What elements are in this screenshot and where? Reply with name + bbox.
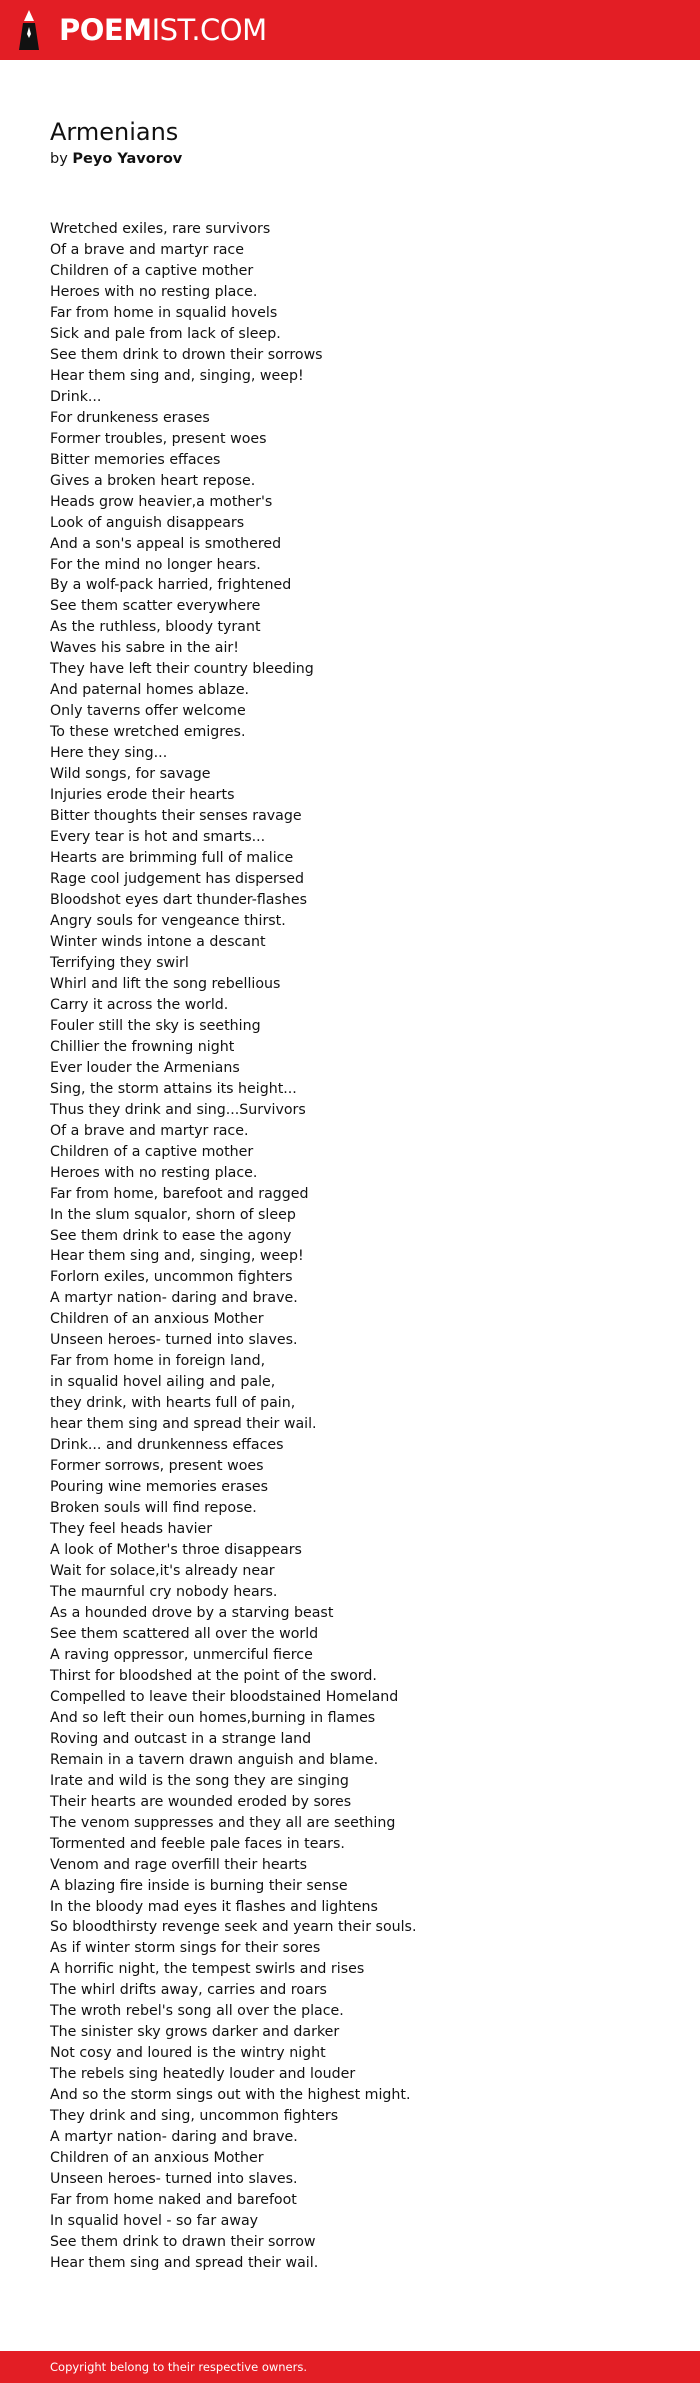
- poem-line: Winter winds intone a descant: [50, 933, 266, 950]
- poem-line: Former troubles, present woes: [50, 430, 267, 447]
- poem-line: Far from home naked and barefoot: [50, 2192, 297, 2209]
- poem-line: Of a brave and martyr race.: [50, 1122, 249, 1139]
- poem-line: Waves his sabre in the air!: [50, 640, 239, 657]
- poem-line: Hear them sing and, singing, weep!: [50, 1248, 304, 1265]
- pen-nib-icon: [18, 10, 40, 50]
- poem-line: Roving and outcast in a strange land: [50, 1730, 312, 1747]
- poem-line: Bitter memories effaces: [50, 451, 221, 468]
- poem-line: Every tear is hot and smarts...: [50, 829, 266, 846]
- poem-line: For drunkeness erases: [50, 409, 210, 426]
- poem-line: Drink... and drunkenness effaces: [50, 1437, 284, 1454]
- poem-line: And paternal homes ablaze.: [50, 682, 250, 699]
- poem-line: Former sorrows, present woes: [50, 1458, 264, 1475]
- poem-line: Thirst for bloodshed at the point of the sword.: [50, 1667, 377, 1684]
- copyright-text: Copyright belong to their respective owners.: [50, 2360, 308, 2374]
- brand-name-light: IST.COM: [151, 13, 267, 47]
- poem-line: A martyr nation- daring and brave.: [50, 1290, 298, 1307]
- poem-line: The wroth rebel's song all over the place.: [50, 2003, 344, 2020]
- poem-line: Fouler still the sky is seething: [50, 1017, 261, 1034]
- site-footer: [0, 2351, 700, 2383]
- by-label: by: [50, 151, 68, 167]
- poem-line: A blazing fire inside is burning their sense: [50, 1877, 348, 1894]
- poem-line: Unseen heroes- turned into slaves.: [50, 1332, 298, 1349]
- poem-line: See them drink to drawn their sorrow: [50, 2234, 316, 2250]
- poem-line: As if winter storm sings for their sores: [50, 1940, 321, 1957]
- poem-line: A martyr nation- daring and brave.: [50, 2129, 298, 2146]
- poem-line: They feel heads havier: [50, 1521, 213, 1538]
- poem-line: And so the storm sings out with the highest might.: [50, 2087, 411, 2104]
- poem-line: The whirl drifts away, carries and roars: [50, 1982, 327, 1999]
- poem-line: In squalid hovel - so far away: [50, 2213, 259, 2230]
- poem-line: And a son's appeal is smothered: [50, 535, 282, 552]
- poem-line: Hearts are brimming full of malice: [50, 850, 294, 867]
- poem-line: Chillier the frowning night: [50, 1038, 235, 1055]
- poem-line: Compelled to leave their bloodstained Homeland: [50, 1688, 399, 1705]
- poem-line: In the bloody mad eyes it flashes and lightens: [50, 1898, 378, 1915]
- poem-line: Bitter thoughts their senses ravage: [50, 808, 302, 825]
- poem-line: As a hounded drove by a starving beast: [50, 1604, 334, 1621]
- poem-line: Here they sing...: [50, 745, 168, 762]
- site-header: [0, 0, 700, 60]
- poem-line: Remain in a tavern drawn anguish and blame.: [50, 1751, 379, 1768]
- poem-line: See them drink to drown their sorrows: [50, 346, 323, 363]
- poem-line: They drink and sing, uncommon fighters: [50, 2108, 339, 2125]
- poem-line: Children of an anxious Mother: [50, 2150, 264, 2167]
- poem-line: And so left their oun homes,burning in flames: [50, 1709, 376, 1726]
- poem-line: To these wretched emigres.: [50, 724, 246, 741]
- poem-line: Heads grow heavier,a mother's: [50, 493, 273, 510]
- poem-body: [50, 219, 650, 2274]
- poem-line: Hear them sing and spread their wail.: [50, 2254, 319, 2271]
- poem-line: See them scatter everywhere: [50, 598, 261, 615]
- poem-line: Sick and pale from lack of sleep.: [50, 325, 281, 342]
- poem-line: Unseen heroes- turned into slaves.: [50, 2171, 298, 2188]
- poem-line: Carry it across the world.: [50, 996, 229, 1013]
- poem-line: Thus they drink and sing...Survivors: [50, 1101, 306, 1118]
- poem-heading: [50, 118, 650, 169]
- author-link[interactable]: Peyo Yavorov: [72, 151, 183, 167]
- poem-line: Bloodshot eyes dart thunder-flashes: [50, 892, 307, 908]
- site-logo[interactable]: [18, 10, 267, 50]
- poem-line: A look of Mother's throe disappears: [50, 1542, 302, 1559]
- poem-line: hear them sing and spread their wail.: [50, 1416, 317, 1433]
- poem-line: The venom suppresses and they all are seething: [50, 1814, 396, 1831]
- poem-line: As the ruthless, bloody tyrant: [50, 619, 261, 636]
- poem-line: By a wolf-pack harried, frightened: [50, 577, 292, 594]
- poem-line: Children of a captive mother: [50, 1143, 254, 1160]
- poem-line: Hear them sing and, singing, weep!: [50, 367, 304, 384]
- poem-line: Look of anguish disappears: [50, 514, 245, 531]
- poem-line: The maurnful cry nobody hears.: [50, 1583, 278, 1600]
- poem-line: they drink, with hearts full of pain,: [50, 1395, 296, 1412]
- poem-line: Their hearts are wounded eroded by sores: [50, 1793, 352, 1810]
- poem-line: The sinister sky grows darker and darker: [50, 2024, 340, 2041]
- poem-line: Whirl and lift the song rebellious: [50, 975, 281, 992]
- poem-line: For the mind no longer hears.: [50, 556, 261, 573]
- poem-line: Rage cool judgement has dispersed: [50, 871, 305, 888]
- poem-line: Injuries erode their hearts: [50, 787, 235, 804]
- poem-line: Heroes with no resting place.: [50, 1164, 258, 1181]
- poem-line: See them scattered all over the world: [50, 1625, 319, 1642]
- poem-line: Heroes with no resting place.: [50, 283, 258, 300]
- poem-line: Wild songs, for savage: [50, 766, 211, 783]
- poem-line: Of a brave and martyr race: [50, 241, 244, 258]
- poem-line: So bloodthirsty revenge seek and yearn their souls.: [50, 1919, 417, 1936]
- poem-line: Terrifying they swirl: [50, 954, 189, 971]
- poem-line: Far from home in squalid hovels: [50, 304, 278, 321]
- poem-line: Drink...: [50, 388, 102, 405]
- poem-line: Gives a broken heart repose.: [50, 472, 256, 489]
- poem-line: Venom and rage overfill their hearts: [50, 1856, 308, 1873]
- poem-line: Sing, the storm attains its height...: [50, 1080, 297, 1097]
- poem-line: Not cosy and loured is the wintry night: [50, 2045, 326, 2062]
- poem-line: Only taverns offer welcome: [50, 703, 246, 720]
- poem-line: In the slum squalor, shorn of sleep: [50, 1206, 296, 1223]
- poem-line: Children of a captive mother: [50, 262, 254, 279]
- poem-line: Tormented and feeble pale faces in tears.: [50, 1835, 345, 1852]
- poem-line: The rebels sing heatedly louder and louder: [50, 2066, 356, 2083]
- poem-line: Pouring wine memories erases: [50, 1479, 269, 1496]
- poem-line: A horrific night, the tempest swirls and rises: [50, 1961, 365, 1978]
- poem-line: Children of an anxious Mother: [50, 1311, 264, 1328]
- poem-line: Far from home in foreign land,: [50, 1353, 266, 1370]
- poem-line: Forlorn exiles, uncommon fighters: [50, 1269, 293, 1286]
- poem-line: Far from home, barefoot and ragged: [50, 1185, 309, 1202]
- poem-line: Wretched exiles, rare survivors: [50, 221, 271, 237]
- byline: [50, 149, 650, 169]
- poem-line: in squalid hovel ailing and pale,: [50, 1374, 276, 1391]
- poem-line: Wait for solace,it's already near: [50, 1563, 275, 1579]
- poem-line: See them drink to ease the agony: [50, 1227, 292, 1244]
- poem-line: A raving oppressor, unmerciful fierce: [50, 1646, 313, 1663]
- poem-line: They have left their country bleeding: [50, 661, 314, 678]
- poem-line: Irate and wild is the song they are singing: [50, 1772, 349, 1789]
- poem-line: Ever louder the Armenians: [50, 1059, 240, 1076]
- brand-name-bold: POEM: [59, 13, 152, 47]
- poem-title: Armenians: [50, 118, 179, 146]
- brand-name: [59, 10, 267, 50]
- poem-line: Broken souls will find repose.: [50, 1500, 257, 1517]
- poem-line: Angry souls for vengeance thirst.: [50, 912, 286, 929]
